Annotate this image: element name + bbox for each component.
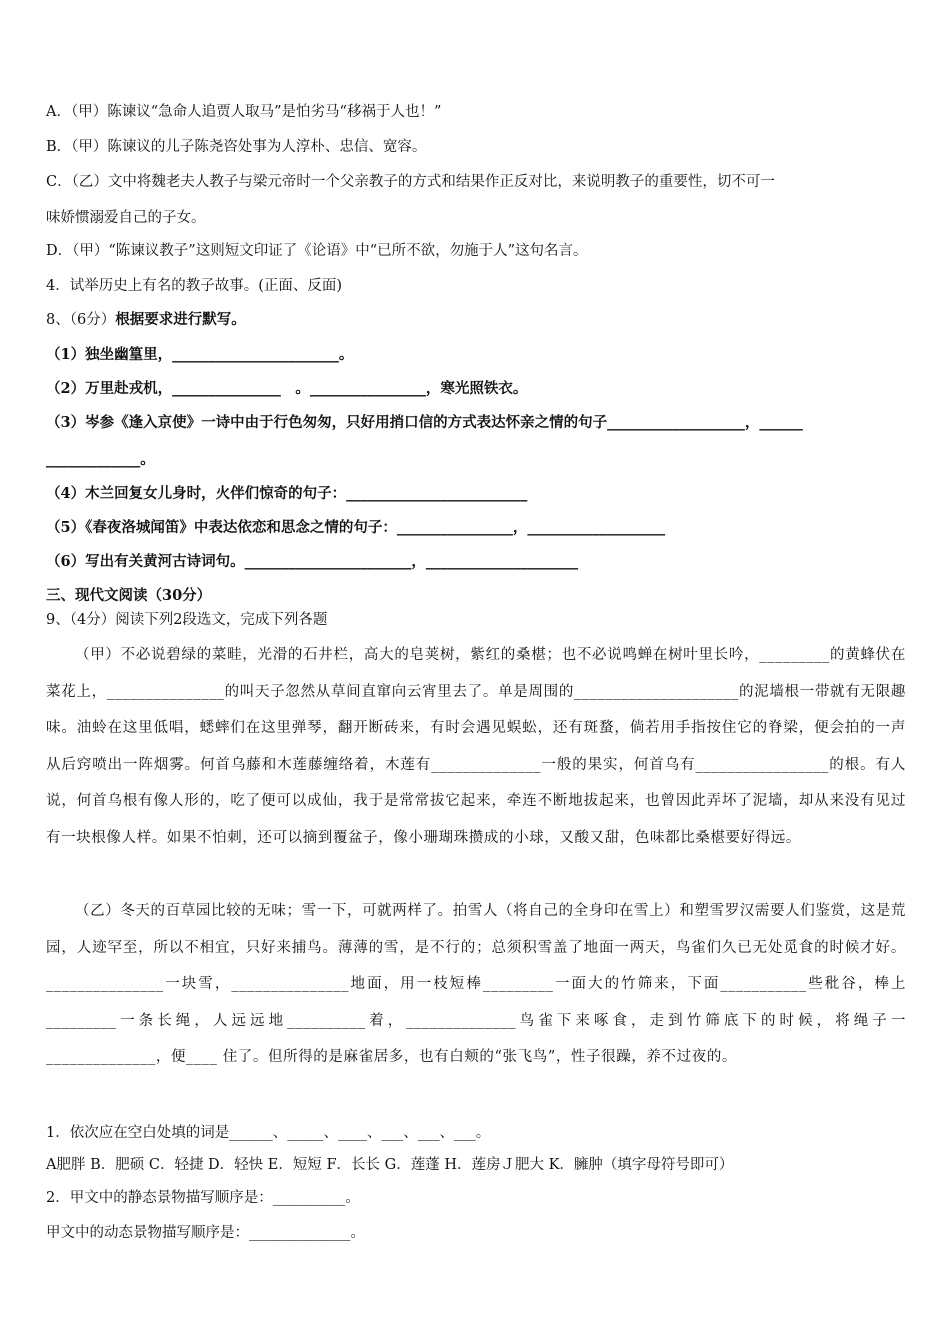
passage-yi: （乙）冬天的百草园比较的无味；雪一下，可就两样了。拍雪人（将自己的全身印在雪上）和塑雪罗汉需要人们鉴赏，这是荒园，人迹罕至，所以不相宜，只好来捕鸟。薄薄的雪，是不行的；总须积雪盖了地面一两天，鸟雀们久已无处觅食的时候才好。_______________一块雪，_______________地面，用一枝短棒_________一面大的竹筛来，下面___________些秕谷，棒上_________一条长绳，人远远地__________着，______________鸟雀下来啄食，走到竹筛底下的时候，将绳子一______________，便____ 住了。但所得的是麻雀居多，也有白颊的“张飞鸟”，性子很躁，养不过夜的。 [46,903,906,1065]
dictation-item-1: （1）独坐幽篁里，_______________________。 [46,346,354,363]
option-d: D．（甲）“陈谏议教子”这则短文印证了《论语》中“已所不欲，勿施于人”这句名言。 [46,243,588,259]
sub-question-2: 2．甲文中的静态景物描写顺序是：__________。 [46,1190,360,1206]
sub-question-1: 1．依次应在空白处填的词是______、_____、____、___、___、___。 [46,1125,491,1141]
question-8-header [46,310,246,330]
option-b: B．（甲）陈谏议的儿子陈尧咨处事为人淳朴、忠信、宽容。 [46,139,427,155]
dictation-item-4: （4）木兰回复女儿身时，火伴们惊奇的句子：_________________________ [46,485,528,502]
option-c-line2: 味娇惯溺爱自己的子女。 [46,210,206,226]
option-a: A．（甲）陈谏议“急命人追贾人取马”是怕劣马“移祸于人也！” [46,104,442,120]
sub-question-1-choices: A肥胖 B．肥硕 C．轻捷 D．轻快 E．短短 F．长长 G．莲蓬 H．莲房Ｊ肥大 K．臃肿（填字母符号即可） [46,1157,734,1173]
dictation-item-3: （3）岑参《逢入京使》一诗中由于行色匆匆，只好用捎口信的方式表达怀亲之情的句子___________________，______ [46,414,803,431]
dictation-item-2: （2）万里赴戎机，_______________ 。________________，寒光照铁衣。 [46,380,528,397]
dictation-item-3-cont: _____________。 [46,451,155,468]
passage-jia: （甲）不必说碧绿的菜畦，光滑的石井栏，高大的皂荚树，紫红的桑椹；也不必说鸣蝉在树叶里长吟，_________的黄蜂伏在菜花上，_______________的叫天子忽然从草间直窜向云宵里去了。单是周围的_____________________的泥墙根一带就有无限趣味。油蛉在这里低唱，蟋蟀们在这里弹琴，翻开断砖来，有时会遇见蜈蚣，还有斑蝥，倘若用手指按住它的脊梁，便会拍的一声从后窍喷出一阵烟雾。何首乌藤和木莲藤缠络着，木莲有______________一般的果实，何首乌有_________________的根。有人说，何首乌根有像人形的，吃了便可以成仙，我于是常常拔它起来，牵连不断地拔起来，也曾因此弄坏了泥墙，却从来没有见过有一块根像人样。如果不怕刺，还可以摘到覆盆子，像小珊瑚珠攒成的小球，又酸又甜，色味都比桑椹要好得远。 [46,647,906,846]
question-9-header: 9、（4分）阅读下列2段选文，完成下列各题 [46,612,328,628]
section-3-heading: 三、现代文阅读（30分） [46,587,212,604]
dictation-item-5: （5）《春夜洛城闻笛》中表达依恋和思念之情的句子：________________，___________________ [46,519,666,536]
option-c-line1: C．（乙）文中将魏老夫人教子与梁元帝时一个父亲教子的方式和结果作正反对比，来说明教子的重要性，切不可一 [46,174,775,190]
question-4: 4．试举历史上有名的教子故事。(正面、反面) [46,278,343,294]
question-8-instruction: 根据要求进行默写。 [115,311,246,328]
question-8-score: 8、（6分） [46,312,116,328]
sub-question-2-part-b: 甲文中的动态景物描写顺序是：______________。 [46,1225,365,1241]
dictation-item-6: （6）写出有关黄河古诗词句。_______________________，_____________________ [46,553,579,570]
